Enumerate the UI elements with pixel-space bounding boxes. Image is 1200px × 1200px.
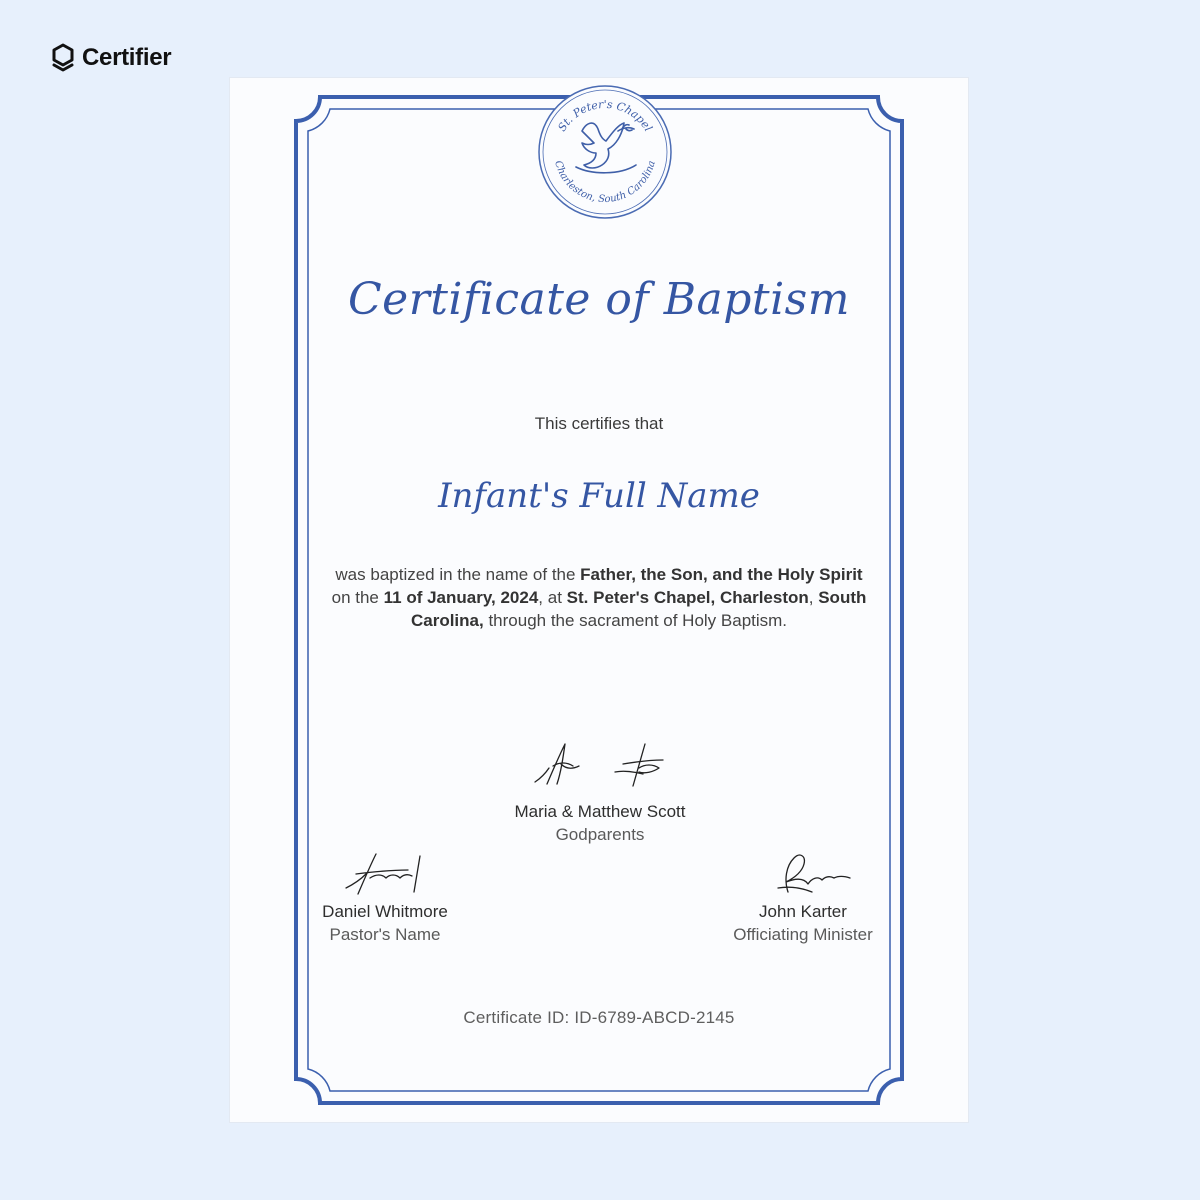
statement-text: was baptized in the name of the (335, 565, 581, 584)
statement-text: , (808, 588, 819, 607)
certificate-id: Certificate ID: ID-6789-ABCD-2145 (463, 1008, 735, 1027)
chapel-seal (536, 83, 674, 221)
minister-signature-block (700, 848, 906, 946)
infant-name: Infant's Full Name (438, 476, 760, 516)
pastor-role: Pastor's Name (329, 925, 441, 944)
statement-place: St. Peter's Chapel, Charleston (566, 588, 809, 607)
minister-signature (728, 848, 878, 900)
statement-text: through the sacrament of Holy Baptism. (483, 611, 788, 630)
pastor-name: Daniel Whitmore (322, 902, 448, 921)
godparents-role: Godparents (555, 825, 645, 844)
statement-date: 11 of January, 2024 (383, 588, 539, 607)
statement-text: , at (538, 588, 567, 607)
statement-text: on the (331, 588, 384, 607)
baptism-statement (330, 563, 868, 632)
brand-name: Certifier (82, 44, 172, 71)
brand-logo (50, 40, 171, 76)
certificate-sheet (230, 78, 968, 1122)
minister-role: Officiating Minister (733, 925, 873, 944)
seal-text-bottom: Charleston, South Carolina (552, 159, 658, 206)
statement-bold: Father, the Son, and the Holy Spirit (580, 565, 863, 584)
statement-state: South Carolina, (410, 588, 867, 630)
minister-name: John Karter (759, 902, 847, 921)
godparents-name: Maria & Matthew Scott (514, 802, 686, 821)
pastor-signature-block (290, 848, 480, 946)
godparents-signature-block (450, 734, 750, 846)
certifier-logo-icon (50, 42, 76, 74)
godparents-signatures (495, 734, 705, 800)
intro-text: This certifies that (534, 414, 664, 433)
certificate-title: Certificate of Baptism (348, 274, 850, 325)
seal-text-top: St. Peter's Chapel (555, 97, 655, 134)
pastor-signature (310, 848, 460, 900)
